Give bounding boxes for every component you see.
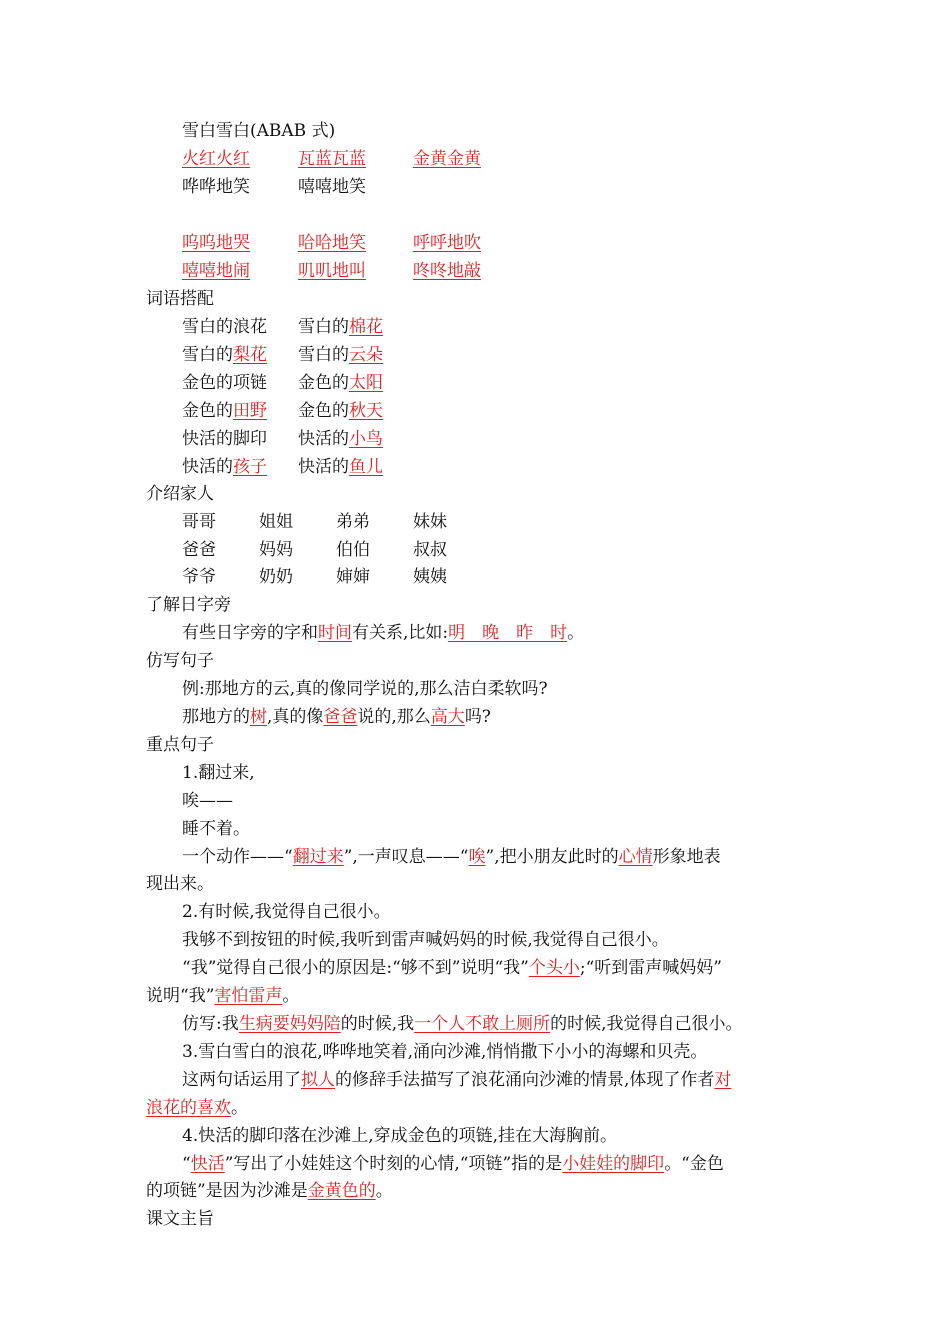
section-heading: 介绍家人 bbox=[146, 484, 214, 504]
section-heading: 课文主旨 bbox=[146, 1209, 214, 1229]
answer: 金黄色的 bbox=[307, 1181, 376, 1201]
answer: 嘻嘻地闹 bbox=[182, 261, 250, 281]
collocation-row: 金色的田野 金色的秋天 bbox=[182, 401, 383, 421]
answer: 个头小 bbox=[528, 958, 580, 978]
collocation-row: 金色的项链 金色的太阳 bbox=[182, 373, 383, 393]
answer: 孩子 bbox=[233, 457, 267, 477]
answer: 小鸟 bbox=[349, 429, 383, 449]
key-analysis-2-cont: 说明“我”害怕雷声。 bbox=[146, 986, 300, 1006]
key-sentence-3: 3.雪白雪白的浪花,哗哗地笑着,涌向沙滩,悄悄撒下小小的海螺和贝壳。 bbox=[182, 1042, 708, 1062]
answer: 金黄金黄 bbox=[413, 149, 481, 169]
laugh-examples: 哗哗地笑 嘻嘻地笑 bbox=[182, 177, 366, 197]
key-imitate-2: 仿写:我生病要妈妈陪的时候,我一个人不敢上厕所的时候,我觉得自己很小。 bbox=[182, 1014, 743, 1034]
answer: 爸爸 bbox=[323, 707, 358, 727]
answer: 哈哈地笑 bbox=[298, 233, 366, 253]
section-heading: 仿写句子 bbox=[146, 651, 214, 671]
answer: 呼呼地吹 bbox=[413, 233, 481, 253]
answer: 火红火红 bbox=[182, 149, 250, 169]
key-analysis-1: 一个动作——“翻过来”,一声叹息——“唉”,把小朋友此时的心情形象地表 bbox=[182, 847, 721, 867]
key-sentence-1: 睡不着。 bbox=[182, 819, 250, 839]
answer: 瓦蓝瓦蓝 bbox=[298, 149, 366, 169]
answer: 太阳 bbox=[349, 373, 383, 393]
collocation-row: 快活的孩子 快活的鱼儿 bbox=[182, 457, 383, 477]
key-sentence-2: 2.有时候,我觉得自己很小。 bbox=[182, 902, 391, 922]
answer: 叽叽地叫 bbox=[298, 261, 366, 281]
sun-radical-text: 有些日字旁的字和时间有关系,比如:明 晚 昨 时。 bbox=[182, 623, 585, 643]
answer: 一个人不敢上厕所 bbox=[414, 1014, 551, 1034]
answer: 生病要妈妈陪 bbox=[238, 1014, 341, 1034]
answer: 时间 bbox=[318, 623, 352, 643]
laugh-answers-row bbox=[182, 257, 810, 285]
imitate-example: 例:那地方的云,真的像同学说的,那么洁白柔软吗? bbox=[182, 679, 548, 699]
key-analysis-3: 这两句话运用了拟人的修辞手法描写了浪花涌向沙滩的情景,体现了作者对 bbox=[182, 1070, 732, 1090]
key-analysis-3-cont: 浪花的喜欢。 bbox=[146, 1098, 248, 1118]
section-heading: 词语搭配 bbox=[146, 289, 214, 309]
answer: 明 晚 昨 时 bbox=[448, 623, 568, 643]
key-analysis-2: “我”觉得自己很小的原因是:“够不到”说明“我”个头小;“听到雷声喊妈妈” bbox=[182, 958, 722, 978]
answer: 高大 bbox=[430, 707, 465, 727]
family-row: 爷爷 奶奶 婶婶 姨姨 bbox=[182, 567, 447, 587]
answer: 心情 bbox=[618, 847, 653, 867]
key-sentence-2-text: 我够不到按钮的时候,我听到雷声喊妈妈的时候,我觉得自己很小。 bbox=[182, 930, 669, 950]
abab-example: 雪白雪白(ABAB 式) bbox=[182, 121, 336, 141]
answer: 秋天 bbox=[349, 401, 383, 421]
key-analysis-1-cont: 现出来。 bbox=[146, 874, 214, 894]
answer: 鱼儿 bbox=[349, 457, 383, 477]
answer: 梨花 bbox=[233, 345, 267, 365]
collocation-row: 快活的脚印 快活的小鸟 bbox=[182, 429, 383, 449]
answer: 唉 bbox=[468, 847, 486, 867]
family-row: 爸爸 妈妈 伯伯 叔叔 bbox=[182, 540, 447, 560]
answer: 害怕雷声 bbox=[214, 986, 283, 1006]
collocation-row: 雪白的浪花 雪白的棉花 bbox=[182, 317, 383, 337]
answer: 呜呜地哭 bbox=[182, 233, 250, 253]
abab-answers bbox=[182, 145, 810, 173]
family-row: 哥哥 姐姐 弟弟 妹妹 bbox=[182, 512, 447, 532]
answer: 云朵 bbox=[349, 345, 383, 365]
answer: 拟人 bbox=[301, 1070, 335, 1090]
answer: 棉花 bbox=[349, 317, 383, 337]
collocation-row: 雪白的梨花 雪白的云朵 bbox=[182, 345, 383, 365]
answer: 树 bbox=[250, 707, 267, 727]
answer: 浪花的喜欢 bbox=[146, 1098, 231, 1118]
imitate-answer: 那地方的树,真的像爸爸说的,那么高大吗? bbox=[182, 707, 491, 727]
answer: 快活 bbox=[190, 1154, 225, 1174]
key-sentence-1: 唉—— bbox=[182, 791, 233, 811]
key-sentence-1: 1.翻过来, bbox=[182, 763, 255, 783]
answer: 咚咚地敲 bbox=[413, 261, 481, 281]
key-sentence-4: 4.快活的脚印落在沙滩上,穿成金色的项链,挂在大海胸前。 bbox=[182, 1126, 618, 1146]
key-analysis-4-cont: 的项链”是因为沙滩是金黄色的。 bbox=[146, 1181, 393, 1201]
key-analysis-4: “快活”写出了小娃娃这个时刻的心情,“项链”指的是小娃娃的脚印。“金色 bbox=[182, 1154, 724, 1174]
section-heading: 了解日字旁 bbox=[146, 595, 231, 615]
answer: 对 bbox=[714, 1070, 732, 1090]
answer: 翻过来 bbox=[292, 847, 344, 867]
section-heading: 重点句子 bbox=[146, 735, 214, 755]
answer: 小娃娃的脚印 bbox=[562, 1154, 665, 1174]
laugh-answers-row bbox=[182, 229, 810, 257]
answer: 田野 bbox=[233, 401, 267, 421]
